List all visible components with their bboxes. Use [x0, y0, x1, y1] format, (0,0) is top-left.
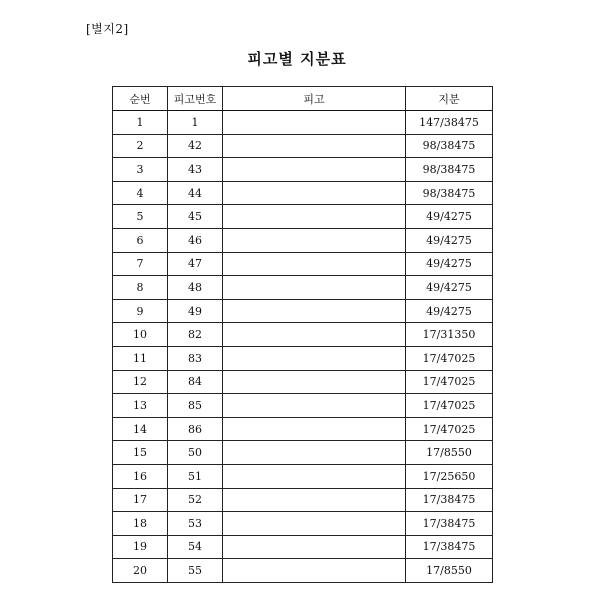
cell-defendant-number: 51 [168, 464, 223, 488]
header-seq: 순번 [113, 87, 168, 111]
cell-share: 49/4275 [406, 276, 493, 300]
table-row [113, 394, 493, 418]
cell-defendant [223, 276, 406, 300]
cell-defendant-number: 49 [168, 299, 223, 323]
cell-defendant-number: 46 [168, 228, 223, 252]
cell-seq: 20 [113, 559, 168, 583]
cell-defendant-number: 48 [168, 276, 223, 300]
cell-share: 98/38475 [406, 158, 493, 182]
table-row [113, 370, 493, 394]
cell-share: 17/38475 [406, 488, 493, 512]
cell-defendant-number: 55 [168, 559, 223, 583]
cell-share: 49/4275 [406, 228, 493, 252]
cell-defendant [223, 346, 406, 370]
table-row [113, 299, 493, 323]
table-header-row [113, 87, 493, 111]
cell-defendant [223, 158, 406, 182]
cell-defendant-number: 43 [168, 158, 223, 182]
cell-share: 17/47025 [406, 370, 493, 394]
cell-share: 17/8550 [406, 441, 493, 465]
cell-seq: 9 [113, 299, 168, 323]
cell-seq: 19 [113, 535, 168, 559]
cell-share: 49/4275 [406, 205, 493, 229]
cell-defendant-number: 84 [168, 370, 223, 394]
cell-defendant [223, 370, 406, 394]
cell-defendant [223, 488, 406, 512]
table-row [113, 323, 493, 347]
cell-defendant-number: 85 [168, 394, 223, 418]
cell-defendant-number: 47 [168, 252, 223, 276]
cell-defendant-number: 1 [168, 111, 223, 135]
cell-seq: 13 [113, 394, 168, 418]
cell-share: 17/25650 [406, 464, 493, 488]
table-row [113, 158, 493, 182]
cell-defendant [223, 441, 406, 465]
cell-seq: 11 [113, 346, 168, 370]
cell-share: 17/31350 [406, 323, 493, 347]
cell-share: 49/4275 [406, 299, 493, 323]
cell-defendant [223, 181, 406, 205]
table-row [113, 111, 493, 135]
cell-defendant [223, 205, 406, 229]
header-defendant-number: 피고번호 [168, 87, 223, 111]
cell-defendant [223, 299, 406, 323]
cell-seq: 1 [113, 111, 168, 135]
cell-defendant-number: 54 [168, 535, 223, 559]
table-row [113, 559, 493, 583]
cell-share: 17/47025 [406, 417, 493, 441]
cell-seq: 18 [113, 512, 168, 536]
cell-share: 17/8550 [406, 559, 493, 583]
table-row [113, 417, 493, 441]
cell-defendant-number: 52 [168, 488, 223, 512]
table-row [113, 488, 493, 512]
cell-seq: 6 [113, 228, 168, 252]
cell-seq: 4 [113, 181, 168, 205]
cell-share: 98/38475 [406, 134, 493, 158]
cell-defendant [223, 323, 406, 347]
cell-defendant-number: 50 [168, 441, 223, 465]
cell-seq: 8 [113, 276, 168, 300]
attachment-label: [별지2] [86, 22, 129, 36]
table-row [113, 134, 493, 158]
cell-seq: 16 [113, 464, 168, 488]
table-row [113, 535, 493, 559]
table-row [113, 252, 493, 276]
cell-defendant-number: 53 [168, 512, 223, 536]
table-row [113, 464, 493, 488]
cell-seq: 12 [113, 370, 168, 394]
cell-share: 98/38475 [406, 181, 493, 205]
cell-defendant-number: 45 [168, 205, 223, 229]
cell-share: 147/38475 [406, 111, 493, 135]
cell-defendant [223, 417, 406, 441]
cell-seq: 14 [113, 417, 168, 441]
cell-share: 17/38475 [406, 535, 493, 559]
cell-seq: 3 [113, 158, 168, 182]
cell-seq: 5 [113, 205, 168, 229]
cell-defendant-number: 44 [168, 181, 223, 205]
cell-defendant-number: 82 [168, 323, 223, 347]
cell-defendant [223, 134, 406, 158]
cell-defendant [223, 559, 406, 583]
header-share: 지분 [406, 87, 493, 111]
table-row [113, 441, 493, 465]
cell-defendant [223, 394, 406, 418]
cell-seq: 15 [113, 441, 168, 465]
header-defendant: 피고 [223, 87, 406, 111]
cell-defendant [223, 464, 406, 488]
table-row [113, 181, 493, 205]
table-row [113, 512, 493, 536]
cell-defendant-number: 83 [168, 346, 223, 370]
cell-defendant-number: 42 [168, 134, 223, 158]
cell-share: 49/4275 [406, 252, 493, 276]
cell-defendant [223, 111, 406, 135]
table-row [113, 228, 493, 252]
cell-defendant-number: 86 [168, 417, 223, 441]
cell-defendant [223, 535, 406, 559]
cell-defendant [223, 252, 406, 276]
cell-defendant [223, 228, 406, 252]
cell-seq: 10 [113, 323, 168, 347]
table-row [113, 346, 493, 370]
cell-share: 17/38475 [406, 512, 493, 536]
cell-share: 17/47025 [406, 394, 493, 418]
share-table [112, 86, 493, 583]
cell-seq: 17 [113, 488, 168, 512]
cell-seq: 2 [113, 134, 168, 158]
document-title: 피고별 지분표 [247, 50, 347, 68]
cell-seq: 7 [113, 252, 168, 276]
table-row [113, 205, 493, 229]
cell-share: 17/47025 [406, 346, 493, 370]
table-body [113, 111, 493, 583]
cell-defendant [223, 512, 406, 536]
table-row [113, 276, 493, 300]
